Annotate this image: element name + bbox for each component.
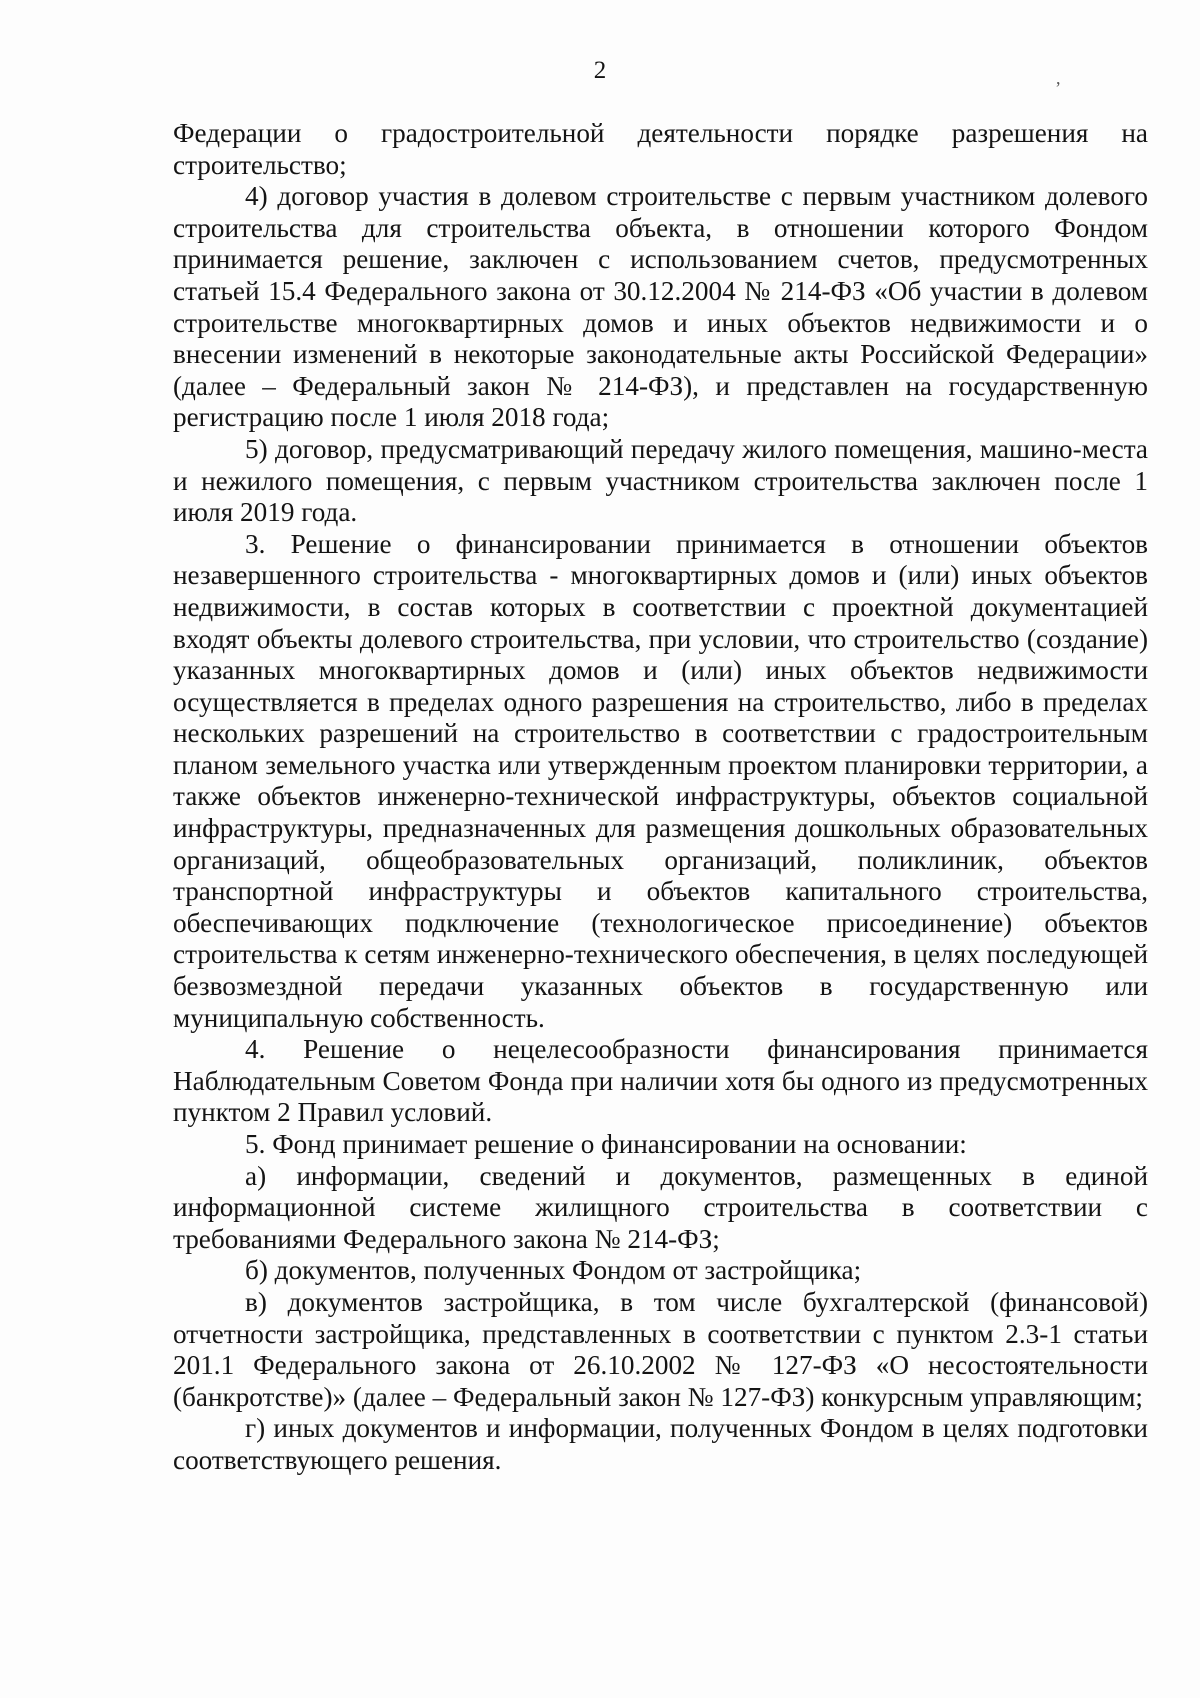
paragraph-item-4: 4) договор участия в долевом строительстве с первым участником долевого строительства для строительства объекта, в отношении которого Фондом принимается решение, заключен с использованием счетов, предусмотренных статьей 15.4 Федерального закона от 30.12.2004 № 214-ФЗ «Об участии в долевом строительстве многоквартирных домов и иных объектов недвижимости и о внесении изменений в некоторые законодательные акты Российской Федерации» (далее – Федеральный закон № 214-ФЗ), и представлен на государственную регистрацию после 1 июля 2018 года; [173,181,1148,433]
paragraph-continuation: Федерации о градостроительной деятельности порядке разрешения на строительство; [173,118,1148,180]
paragraph-subitem-v: в) документов застройщика, в том числе бухгалтерской (финансовой) отчетности застройщика, представленных в соответствии с пунктом 2.3-1 статьи 201.1 Федерального закона от 26.10.2002 № 127-ФЗ «О несостоятельности (банкротстве)» (далее – Федеральный закон № 127-ФЗ) конкурсным управляющим; [173,1286,1148,1412]
paragraph-clause-3: 3. Решение о финансировании принимается в отношении объектов незавершенного строительства - многоквартирных домов и (или) иных объектов недвижимости, в состав которых в соответствии с проектной документацией входят объекты долевого строительства, при условии, что строительство (создание) указанных многоквартирных домов и (или) иных объектов недвижимости осуществляется в пределах одного разрешения на строительство, либо в пределах нескольких разрешений на строительство в соответствии с градостроительным планом земельного участка или утвержденным проектом планировки территории, а также объектов инженерно-технической инфраструктуры, объектов социальной инфраструктуры, предназначенных для размещения дошкольных образовательных организаций, общеобразовательных организаций, поликлиник, объектов транспортной инфраструктуры и объектов капитального строительства, обеспечивающих подключение (технологическое присоединение) объектов строительства к сетям инженерно-технического обеспечения, в целях последующей безвозмездной передачи указанных объектов в государственную или муниципальную собственность. [173,528,1148,1033]
paragraph-clause-5: 5. Фонд принимает решение о финансировании на основании: [245,1129,967,1159]
paragraph-item-5: 5) договор, предусматривающий передачу жилого помещения, машино-места и нежилого помещения, с первым участником строительства заключен после 1 июля 2019 года. [173,433,1148,528]
document-body [173,118,1148,1477]
scan-mark: , [1056,68,1061,88]
paragraph-clause-4: 4. Решение о нецелесообразности финансирования принимается Наблюдательным Советом Фонда при наличии хотя бы одного из предусмотренных пунктом 2 Правил условий. [173,1034,1148,1128]
paragraph-subitem-b: б) документов, полученных Фондом от застройщика; [245,1255,862,1286]
page-number: 2 [593,57,607,84]
paragraph-subitem-g: г) иных документов и информации, полученных Фондом в целях подготовки соответствующего решения. [173,1413,1148,1475]
paragraph-subitem-a: а) информации, сведений и документов, размещенных в единой информационной системе жилищного строительства в соответствии с требованиями Федерального закона № 214-ФЗ; [173,1160,1148,1254]
